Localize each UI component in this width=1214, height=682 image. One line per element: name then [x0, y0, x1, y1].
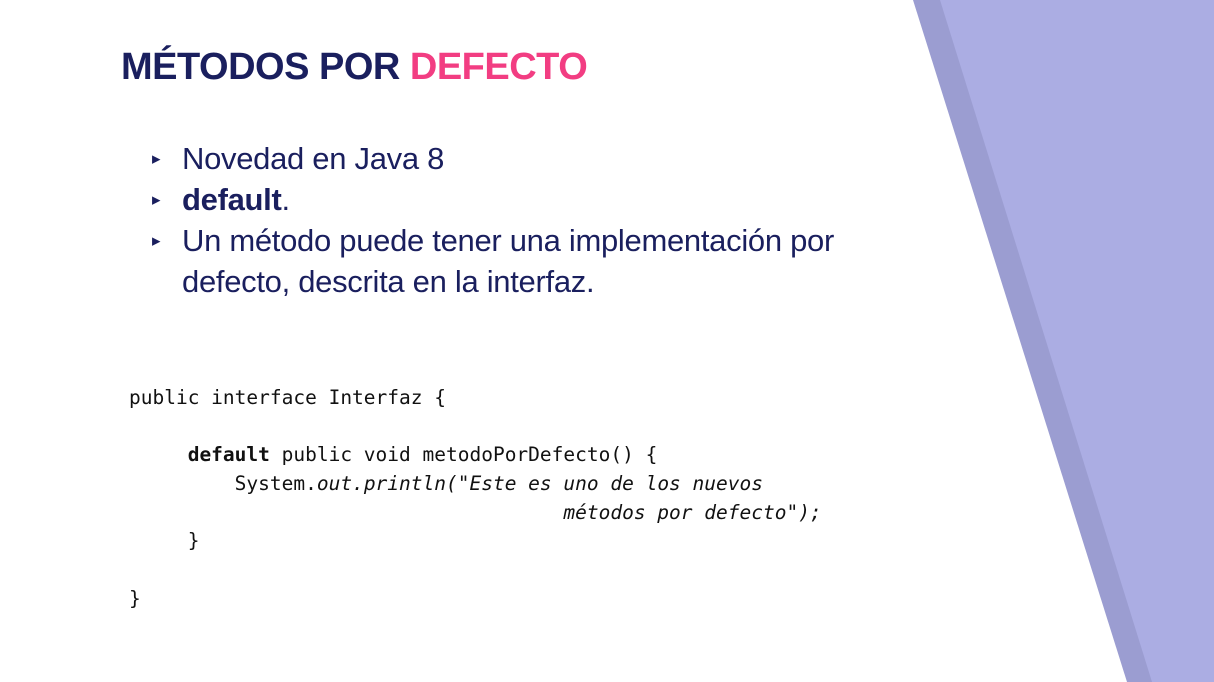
code-text: } — [129, 586, 141, 610]
code-text: } — [187, 529, 200, 553]
bullet-list — [152, 138, 852, 302]
code-text: public interface Interfaz { — [129, 386, 446, 409]
bullet-item — [152, 138, 852, 179]
code-line — [129, 527, 822, 556]
code-text: public void metodoPorDefecto() { — [269, 443, 658, 467]
stripe-light — [940, 0, 1214, 682]
bullet-item — [152, 220, 852, 302]
code-line-blank — [129, 556, 822, 585]
code-italic-text: out.println("Este es uno de los nuevos — [316, 472, 763, 496]
code-line — [129, 441, 822, 470]
bullet-bold-text: default — [182, 182, 282, 217]
bullet-marker-icon: ▸ — [152, 231, 161, 250]
bullet-marker-icon: ▸ — [152, 190, 161, 209]
bullet-text: . — [281, 182, 290, 217]
code-line — [129, 470, 822, 499]
bullet-text: Un método puede tener una implementación por defecto, descrita en la interfaz. — [182, 223, 834, 299]
bullet-item — [152, 179, 852, 220]
code-line-blank — [129, 413, 822, 442]
code-block — [129, 384, 822, 614]
title-main: MÉTODOS POR — [121, 46, 410, 88]
code-keyword: default — [187, 443, 270, 467]
title-accent: DEFECTO — [409, 46, 588, 88]
bullet-text: Novedad en Java 8 — [182, 141, 445, 176]
code-text: System. — [234, 472, 317, 496]
slide-title — [121, 46, 587, 89]
bullet-marker-icon: ▸ — [152, 149, 161, 168]
code-line — [129, 499, 822, 528]
code-line — [129, 585, 822, 614]
code-line — [129, 384, 822, 413]
code-italic-text: métodos por defecto"); — [563, 500, 822, 524]
